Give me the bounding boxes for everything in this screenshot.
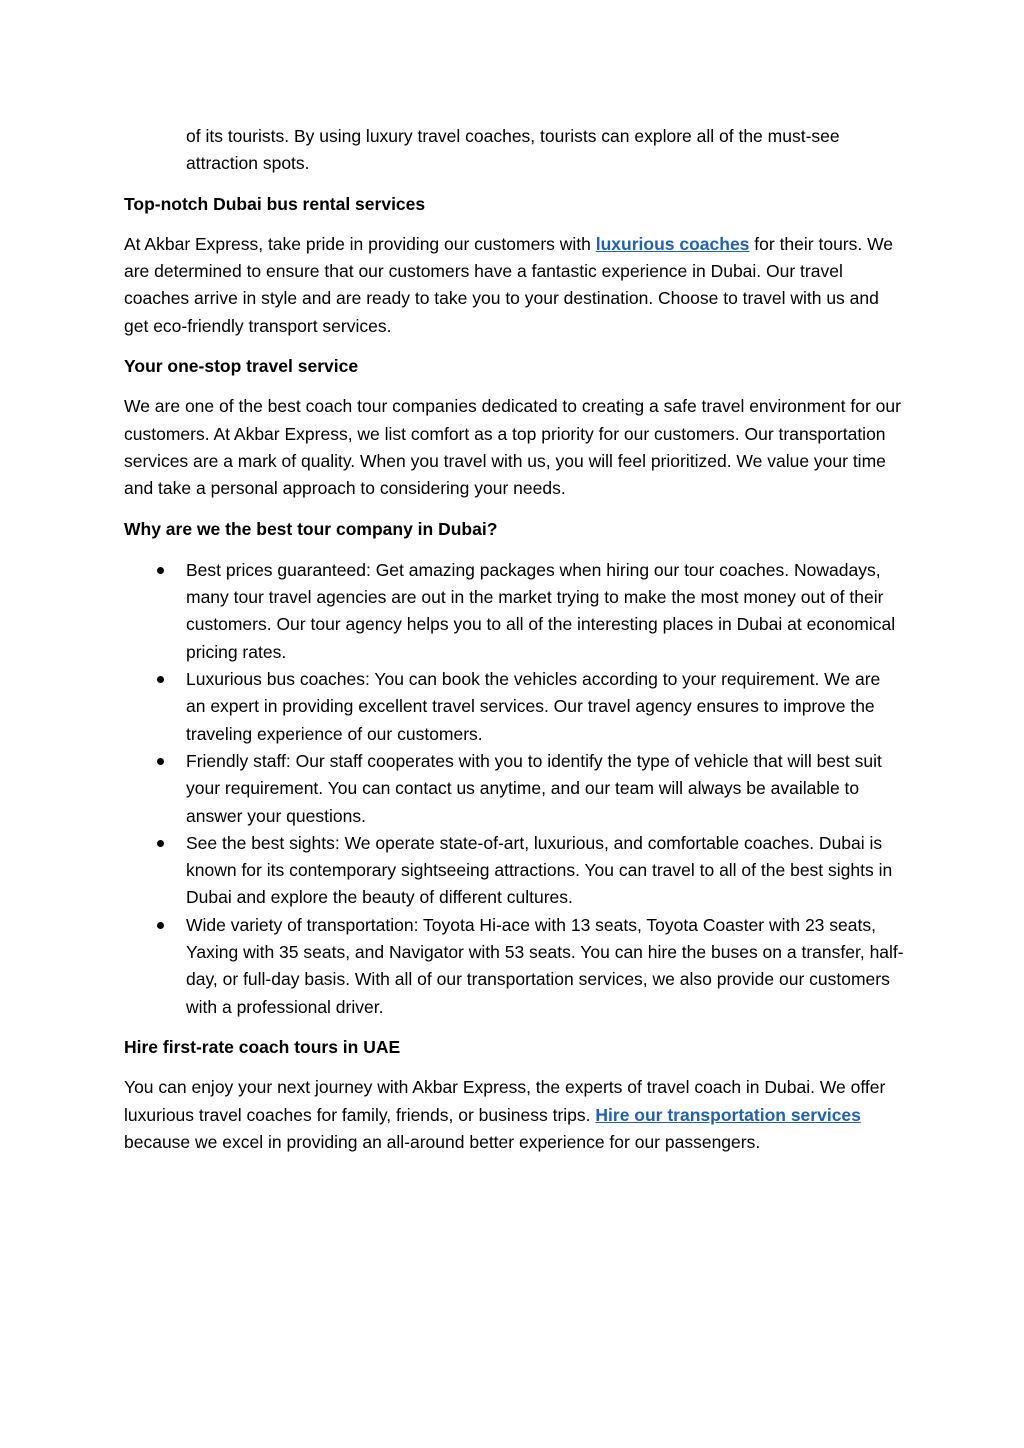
paragraph-text: At Akbar Express, take pride in providing our customers with	[124, 233, 596, 254]
bullet-icon	[157, 676, 164, 683]
bullet-icon	[157, 567, 164, 574]
luxurious-coaches-link[interactable]: luxurious coaches	[595, 233, 750, 254]
paragraph-text: for their tours. We are determined to ensure that our customers have a fantastic experience in Dubai. Our travel coaches arrive in style and are ready to take you to your destination. Choose to travel with us and get eco-friendly transport services.	[124, 233, 894, 336]
list-item-text: Luxurious bus coaches: You can book the vehicles according to your requirement. We are an expert in providing excellent travel services. Our travel agency ensures to improve the traveling experience of our customers.	[186, 669, 881, 744]
list-item-text: Best prices guaranteed: Get amazing packages when hiring our tour coaches. Nowadays, many tour travel agencies are out in the market trying to make the most money out of their customers. Our tour agency helps you to all of the interesting places in Dubai at economical pricing rates.	[186, 559, 896, 662]
bullet-icon	[157, 758, 164, 765]
heading-best-company: Why are we the best tour company in Dubai?	[124, 518, 498, 539]
list-item	[124, 666, 904, 748]
list-item-text: See the best sights: We operate state-of-art, luxurious, and comfortable coaches. Dubai is known for its contemporary sightseeing attractions. You can travel to all of the best sights in Dubai and explore the beauty of different cultures.	[186, 832, 893, 908]
paragraph-text: because we excel in providing an all-around better experience for our passengers.	[124, 1131, 761, 1152]
list-item-text: Wide variety of transportation: Toyota Hi-ace with 13 seats, Toyota Coaster with 23 seats, Yaxing with 35 seats, and Navigator with 53 seats. You can hire the buses on a transfer, half-day, or full-day basis. With all of our transportation services, we also provide our customers with a professional driver.	[186, 914, 904, 1017]
list-item	[124, 748, 904, 830]
document-body	[124, 123, 904, 1156]
list-item	[124, 557, 904, 666]
heading-one-stop: Your one-stop travel service	[124, 356, 359, 377]
bullet-icon	[157, 840, 164, 847]
paragraph-coach-tours	[124, 1074, 904, 1156]
paragraph-one-stop: We are one of the best coach tour companies dedicated to creating a safe travel environment for our customers. At Akbar Express, we list comfort as a top priority for our customers. Our transportation services are a mark of quality. When you travel with us, you will feel prioritized. We value your time and take a personal approach to considering your needs.	[124, 396, 901, 499]
heading-coach-tours: Hire first-rate coach tours in UAE	[124, 1036, 401, 1057]
paragraph-text: You can enjoy your next journey with Akbar Express, the experts of travel coach in Dubai. We offer luxurious travel coaches for family, friends, or business trips.	[124, 1077, 886, 1125]
list-item-text: Friendly staff: Our staff cooperates with you to identify the type of vehicle that will best suit your requirement. You can contact us anytime, and our team will always be available to answer your questions.	[186, 750, 882, 826]
list-item	[124, 830, 904, 912]
benefits-list	[124, 557, 904, 1021]
intro-continuation: of its tourists. By using luxury travel coaches, tourists can explore all of the must-see attraction spots.	[186, 126, 840, 174]
list-item	[124, 912, 904, 1021]
paragraph-bus-rental	[124, 231, 904, 340]
heading-bus-rental: Top-notch Dubai bus rental services	[124, 193, 426, 214]
bullet-icon	[157, 922, 164, 929]
hire-transportation-link[interactable]: Hire our transportation services	[595, 1104, 861, 1125]
